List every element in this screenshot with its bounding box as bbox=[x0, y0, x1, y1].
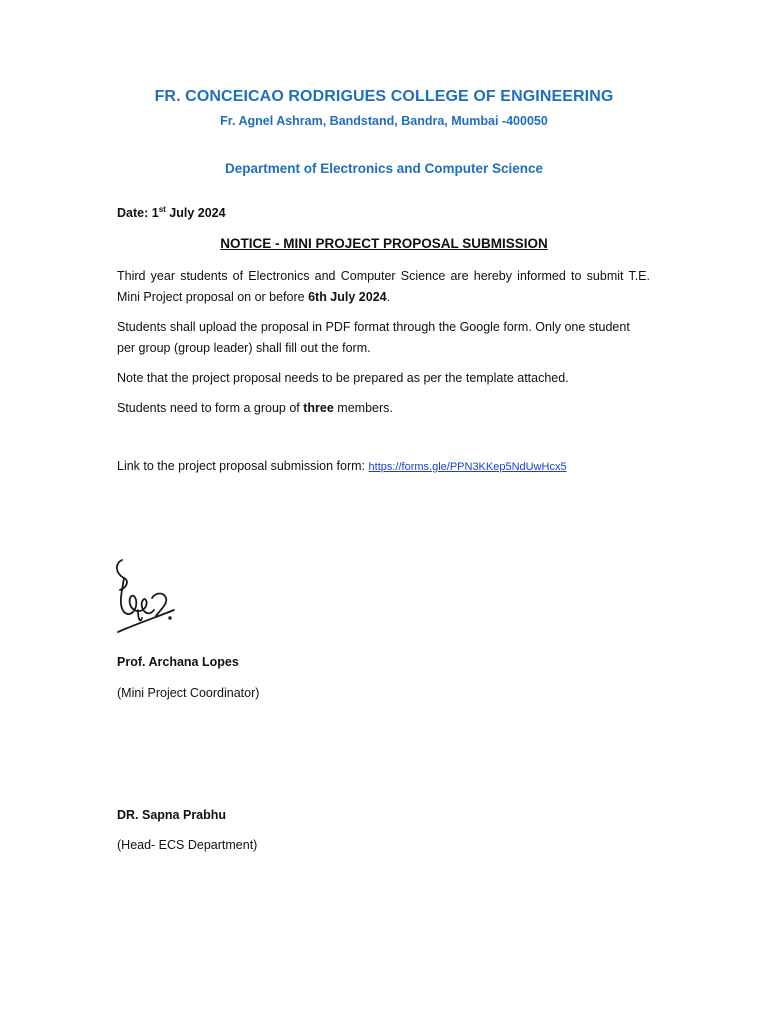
paragraph-template: Note that the project proposal needs to be prepared as per the template attached. bbox=[117, 371, 569, 385]
date-label: Date: 1 bbox=[117, 206, 159, 220]
college-address: Fr. Agnel Ashram, Bandstand, Bandra, Mumbai -400050 bbox=[220, 114, 548, 128]
head-name: DR. Sapna Prabhu bbox=[117, 808, 227, 822]
deadline-date: 6th July 2024 bbox=[308, 290, 387, 304]
signature-image bbox=[108, 552, 180, 634]
notice-date bbox=[117, 206, 226, 220]
coordinator-name: Prof. Archana Lopes bbox=[117, 655, 239, 669]
paragraph-link: Link to the project proposal submission form: https://forms.gle/PPN3KKep5NdUwHcx5 bbox=[117, 459, 567, 473]
notice-title: NOTICE - MINI PROJECT PROPOSAL SUBMISSION bbox=[220, 236, 548, 251]
college-name: FR. CONCEICAO RODRIGUES COLLEGE OF ENGINEERING bbox=[154, 88, 614, 105]
date-superscript: st bbox=[158, 204, 166, 214]
paragraph-deadline: Third year students of Electronics and Computer Science are hereby informed to submit T.E. Mini Project proposal on or before 6th July 2024. bbox=[117, 269, 650, 304]
paragraph-upload: Students shall upload the proposal in PDF format through the Google form. Only one student per group (group leader) shall fill out the form. bbox=[117, 320, 630, 355]
coordinator-role: (Mini Project Coordinator) bbox=[117, 686, 260, 700]
head-role: (Head- ECS Department) bbox=[117, 838, 258, 852]
submission-form-link[interactable]: https://forms.gle/PPN3KKep5NdUwHcx5 bbox=[368, 461, 567, 473]
group-size: three bbox=[303, 401, 334, 415]
paragraph-group-size: Students need to form a group of three members. bbox=[117, 401, 393, 415]
date-rest: July 2024 bbox=[165, 206, 226, 220]
department-name: Department of Electronics and Computer Science bbox=[224, 161, 544, 176]
